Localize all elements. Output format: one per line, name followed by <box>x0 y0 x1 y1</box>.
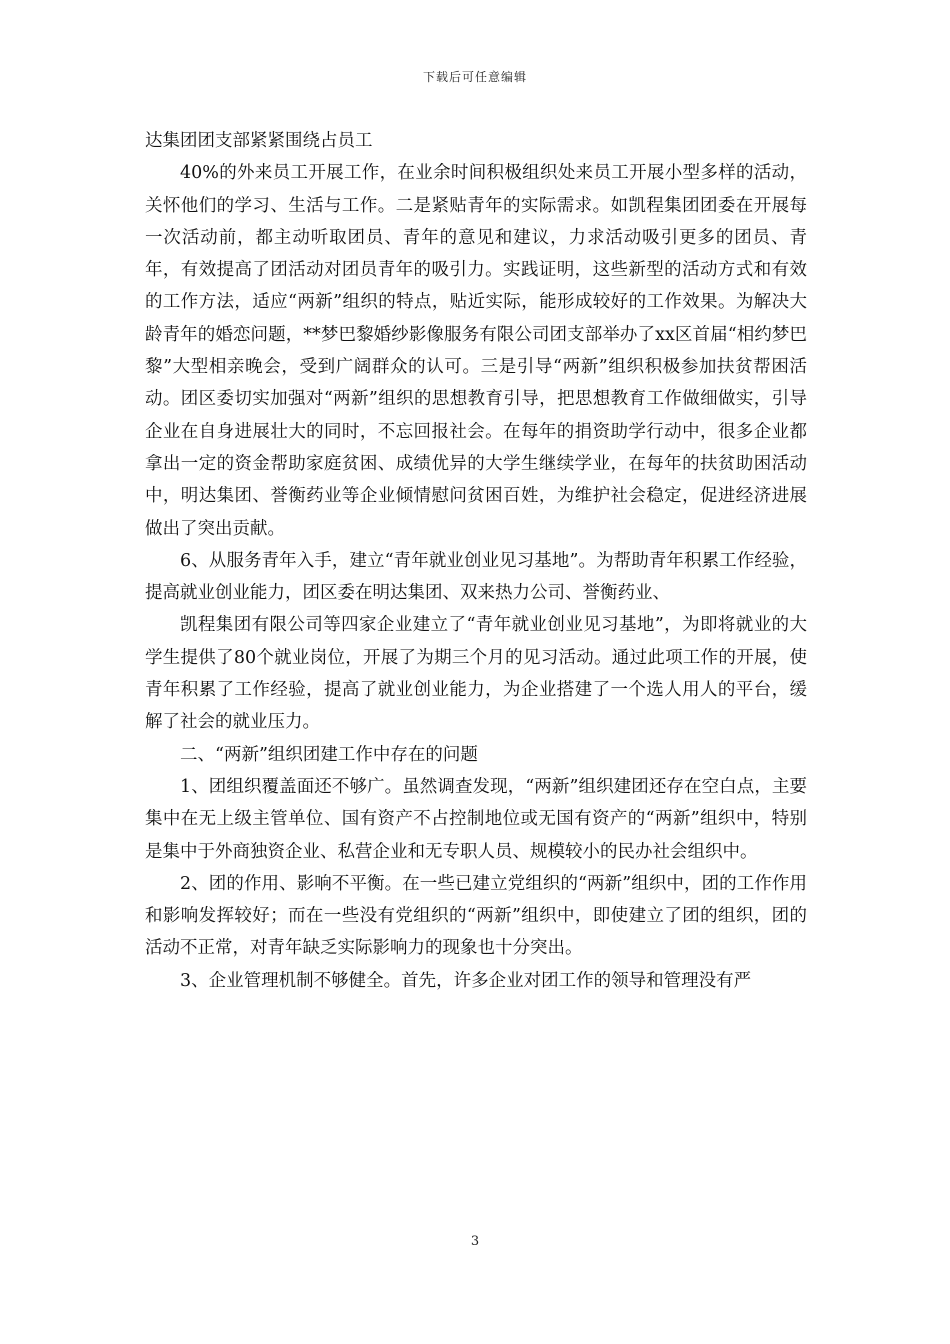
paragraph-8: 3、企业管理机制不够健全。首先，许多企业对团工作的领导和管理没有严 <box>180 970 752 991</box>
document-body <box>145 125 807 997</box>
paragraph-2: 40%的外来员工开展工作，在业余时间积极组织处来员工开展小型多样的活动，关怀他们的学习、生活与工作。二是紧贴青年的实际需求。如凯程集团团委在开展每一次活动前，都主动听取团员、青年的意见和建议，力求活动吸引更多的团员、青年，有效提高了团活动对团员青年的吸引力。实践证明，这些新型的活动方式和有效的工作方法，适应“两新”组织的特点，贴近实际，能形成较好的工作效果。为解决大龄青年的婚恋问题，**梦巴黎婚纱影像服务有限公司团支部举办了xx区首届“相约梦巴黎”大型相亲晚会，受到广阔群众的认可。三是引导“两新”组织积极参加扶贫帮困活动。团区委切实加强对“两新”组织的思想教育引导，把思想教育工作做细做实，引导企业在自身进展壮大的同时，不忘回报社会。在每年的捐资助学行动中，很多企业都拿出一定的资金帮助家庭贫困、成绩优异的大学生继续学业，在每年的扶贫助困活动中，明达集团、誉衡药业等企业倾情慰问贫困百姓，为维护社会稳定，促进经济进展做出了突出贡献。 <box>145 163 807 539</box>
paragraph-6: 1、团组织覆盖面还不够广。虽然调查发现，“两新”组织建团还存在空白点，主要集中在无上级主管单位、国有资产不占控制地位或无国有资产的“两新”组织中，特别是集中于外商独资企业、私营企业和无专职人员、规模较小的民办社会组织中。 <box>145 776 807 862</box>
paragraph-3: 6、从服务青年入手，建立“青年就业创业见习基地”。为帮助青年积累工作经验，提高就业创业能力，团区委在明达集团、双来热力公司、誉衡药业、 <box>145 550 807 604</box>
section-heading: 二、“两新”组织团建工作中存在的问题 <box>180 744 478 765</box>
paragraph-1: 达集团团支部紧紧围绕占员工 <box>145 131 373 151</box>
paragraph-7: 2、团的作用、影响不平衡。在一些已建立党组织的“两新”组织中，团的工作作用和影响发挥较好；而在一些没有党组织的“两新”组织中，即使建立了团的组织，团的活动不正常，对青年缺乏实际影响力的现象也十分突出。 <box>145 873 807 959</box>
page-header: 下载后可任意编辑 <box>422 70 527 84</box>
page-number: 3 <box>470 1234 480 1249</box>
paragraph-4: 凯程集团有限公司等四家企业建立了“青年就业创业见习基地”，为即将就业的大学生提供了80个就业岗位，开展了为期三个月的见习活动。通过此项工作的开展，使青年积累了工作经验，提高了就业创业能力，为企业搭建了一个选人用人的平台，缓解了社会的就业压力。 <box>145 615 807 733</box>
